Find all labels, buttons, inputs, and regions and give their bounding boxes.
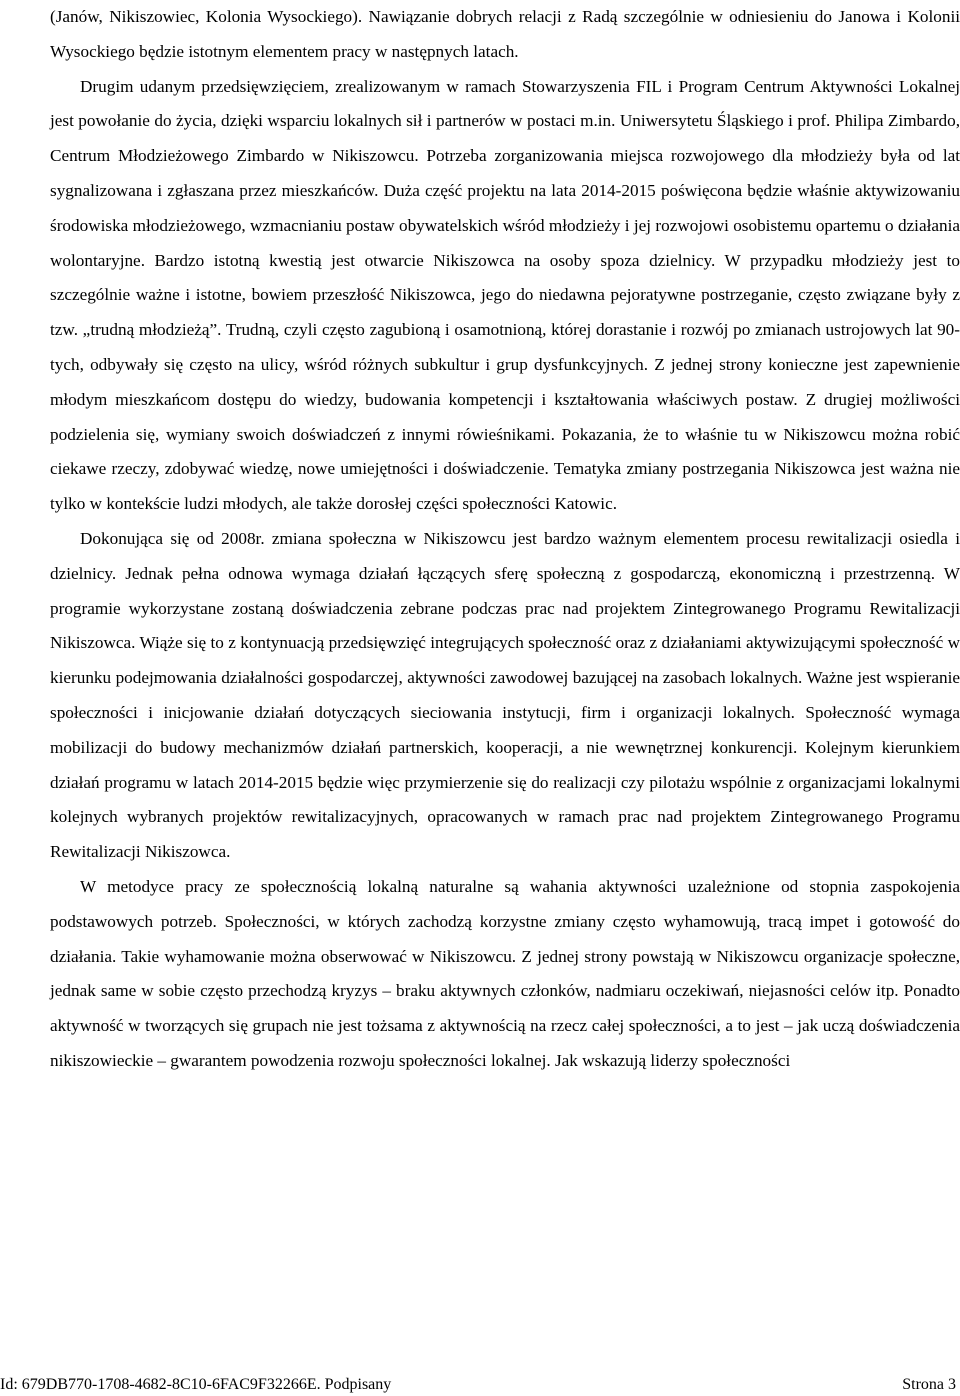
page-footer xyxy=(0,1374,960,1396)
paragraph-methodology: W metodyce pracy ze społecznością lokalną naturalne są wahania aktywności uzależnione od stopnia zaspokojenia podstawowych potrzeb. Społeczności, w których zachodzą korzystne zmiany często wyhamowują, tracą impet i gotowość do działania. Takie wyhamowanie można obserwować w Nikiszowcu. Z jednej strony powstają w Nikiszowcu organizacje społeczne, jednak same w sobie często przechodzą kryzys – braku aktywnych członków, nadmiaru oczekiwań, niejasności celów itp. Ponadto aktywność w tworzących się grupach nie jest tożsama z aktywnością na rzecz całej społeczności, a to jest – jak uczą doświadczenia nikiszowieckie – gwarantem powodzenia rozwoju społeczności lokalnej. Jak wskazują liderzy społeczności xyxy=(50,876,960,1070)
document-body xyxy=(50,0,960,1079)
page-number: Strona 3 xyxy=(902,1376,956,1393)
paragraph-revitalization: Dokonująca się od 2008r. zmiana społeczna w Nikiszowcu jest bardzo ważnym elementem procesu rewitalizacji osiedla i dzielnicy. Jednak pełna odnowa wymaga działań łączących sferę społeczną z gospodarczą, ekonomiczną i przestrzenną. W programie wykorzystane zostaną doświadczenia zebrane podczas prac nad projektem Zintegrowanego Programu Rewitalizacji Nikiszowca. Wiąże się to z kontynuacją przedsięwzięć integrujących społeczność oraz z działaniami aktywizującymi społeczność w kierunku podejmowania działalności gospodarczej, aktywności zawodowej bazującej na zasobach lokalnych. Ważne jest wspieranie społeczności i inicjowanie działań dotyczących sieciowania instytucji, firm i organizacji lokalnych. Społeczność wymaga mobilizacji do budowy mechanizmów działań partnerskich, kooperacji, a nie wewnętrznej konkurencji. Kolejnym kierunkiem działań programu w latach 2014-2015 będzie więc przymierzenie się do realizacji czy pilotażu wspólnie z organizacjami lokalnymi kolejnych wybranych projektów rewitalizacyjnych, opracowanych w ramach prac nad projektem Zintegrowanego Programu Rewitalizacji Nikiszowca. xyxy=(50,528,960,862)
document-id: Id: 679DB770-1708-4682-8C10-6FAC9F32266E. Podpisany xyxy=(0,1376,392,1393)
paragraph-continuation: (Janów, Nikiszowiec, Kolonia Wysockiego). Nawiązanie dobrych relacji z Radą szczególnie w odniesieniu do Janowa i Kolonii Wysockiego będzie istotnym elementem pracy w następnych latach. xyxy=(50,7,960,61)
paragraph-youth-center: Drugim udanym przedsięwzięciem, zrealizowanym w ramach Stowarzyszenia FIL i Program Centrum Aktywności Lokalnej jest powołanie do życia, dzięki wsparciu lokalnych sił i partnerów w postaci m.in. Uniwersytetu Śląskiego i prof. Philipa Zimbardo, Centrum Młodzieżowego Zimbardo w Nikiszowcu. Potrzeba zorganizowania miejsca rozwojowego dla młodzieży była od lat sygnalizowana i zgłaszana przez mieszkańców. Duża część projektu na lata 2014-2015 poświęcona będzie właśnie aktywizowaniu środowiska młodzieżowego, wzmacnianiu postaw obywatelskich wśród młodzieży i jej rozwojowi osobistemu opartemu o działania wolontaryjne. Bardzo istotną kwestią jest otwarcie Nikiszowca na osoby spoza dzielnicy. W przypadku młodzieży jest to szczególnie ważne i istotne, bowiem przeszłość Nikiszowca, jego do niedawna pejoratywne postrzeganie, często związane były z tzw. „trudną młodzieżą”. Trudną, czyli często zagubioną i osamotnioną, której dorastanie i rozwój po zmianach ustrojowych lat 90-tych, odbywały się często na ulicy, wśród różnych subkultur i grup dysfunkcyjnych. Z jednej strony konieczne jest zapewnienie młodym mieszkańcom dostępu do wiedzy, budowania kompetencji i kształtowania właściwych postaw. Z drugiej możliwości podzielenia się, wymiany swoich doświadczeń z innymi rówieśnikami. Pokazania, że to właśnie tu w Nikiszowcu można robić ciekawe rzeczy, zdobywać wiedzę, nowe umiejętności i doświadczenie. Tematyka zmiany postrzegania Nikiszowca jest ważna nie tylko w kontekście ludzi młodych, ale także dorosłej części społeczności Katowic. xyxy=(50,76,960,514)
